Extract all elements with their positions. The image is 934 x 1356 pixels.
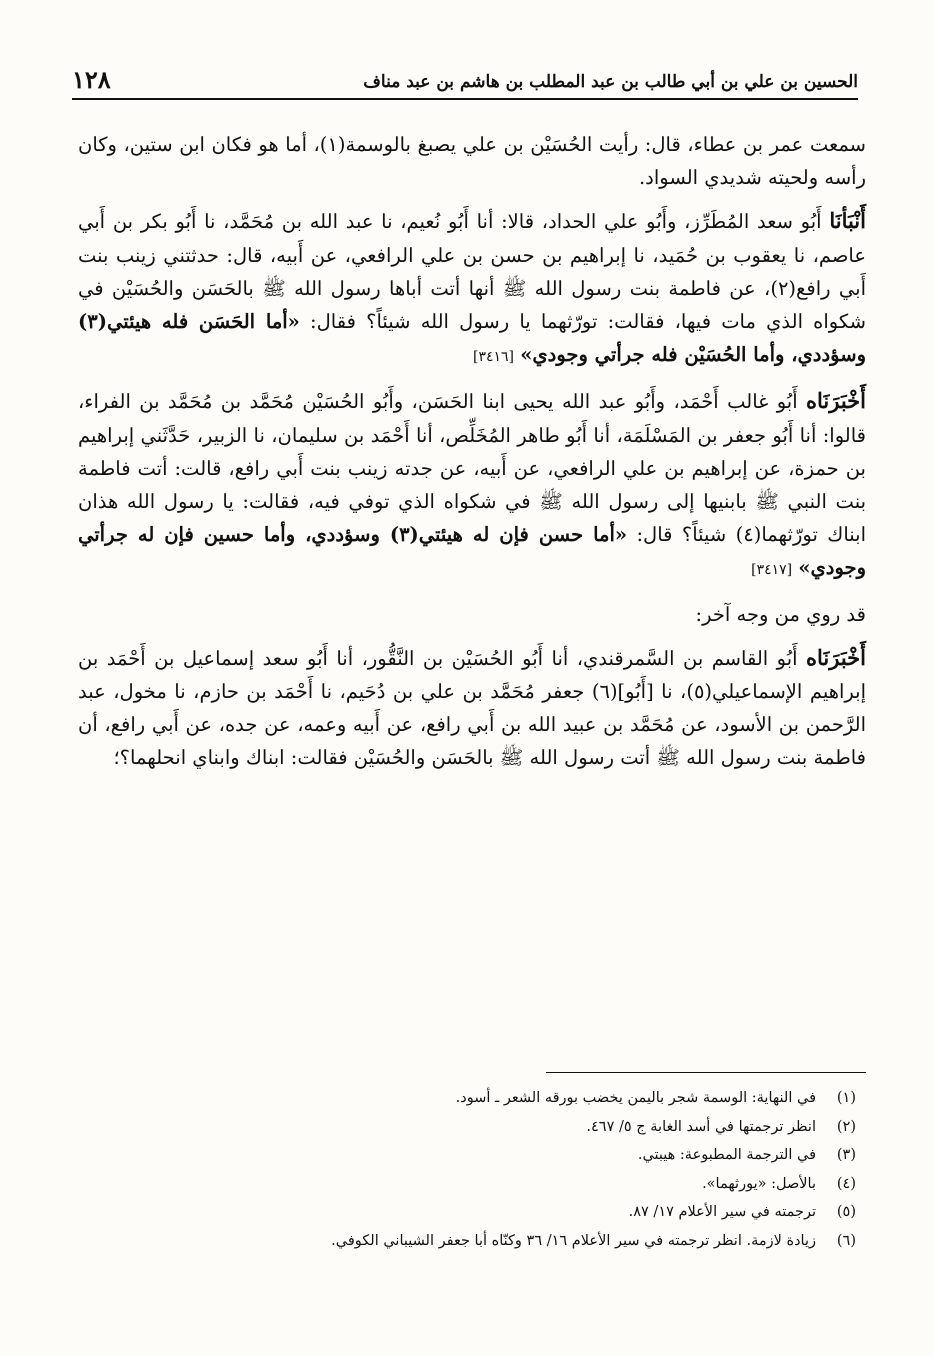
footnote — [78, 1170, 856, 1199]
paragraph-2 — [78, 204, 866, 374]
isnad-text: أَبُو القاسم بن السَّمرقندي، أنا أَبُو الحُسَيْن بن النَّقُّور، أنا أَبُو سعد إسماعيل بن أَحْمَد بن إبراهيم الإسماعيلي(٥)، نا [أَبُو](٦) جعفر مُحَمَّد بن علي بن دُحَيم، نا أَحْمَد بن حازم، نا مخول، عبد الرَّحمن بن الأسود، عن مُحَمَّد بن عبيد الله بن أَبي رافع، عن أَبيه وعمه، عن جده، عن أَبي رافع، أن فاطمة بنت رسول الله ﷺ أتت رسول الله ﷺ بالحَسَن والحُسَيْن فقالت: ابناك وابناي انحلهما؟؛ — [78, 646, 867, 770]
hadith-text: «أما الحَسَن فله هيئتي(٣) وسؤددي، وأما الحُسَيْن فله جرأتي وجودي» — [78, 310, 866, 367]
footnote-number: (٤) — [836, 1175, 856, 1192]
running-title: الحسين بن علي بن أبي طالب بن عبد المطلب بن هاشم بن عبد مناف — [363, 72, 858, 92]
isnad-text: أَبُو سعد المُطَرِّز، وأَبُو علي الحداد، قالا: أنا أَبُو نُعيم، نا عبد الله بن مُحَمَّد، نا أَبُو بكر بن أَبي عاصم، نا يعقوب بن حُمَيد، نا إبراهيم بن حسن بن علي الرافعي، عن أَبيه، قال: حدثتني زينب بنت أَبي رافع(٢)، عن فاطمة بنت رسول الله ﷺ أنها أتت أباها رسول الله ﷺ بالحَسَن والحُسَيْن في شكواه الذي مات فيها، فقالت: تورّثهما يا رسول الله شيئاً؟ فقال: — [78, 210, 866, 334]
footnotes — [78, 1084, 856, 1256]
footnote-number: (١) — [836, 1090, 856, 1106]
footnote-text: في النهاية: الوسمة شجر باليمن يخضب بورقه الشعر ـ أسود. — [455, 1090, 816, 1106]
hadith-reference: [٣٤١٦] — [472, 349, 514, 366]
isnad-lead-word: أَنْبَأنَا — [829, 208, 866, 234]
footnote-text: انظر ترجمتها في أسد الغابة ج ٥/ ٤٦٧. — [586, 1118, 816, 1135]
footnote-text: بالأصل: «يورثهما». — [702, 1175, 816, 1192]
footnote — [78, 1198, 856, 1227]
footnote — [78, 1084, 856, 1113]
footnote — [78, 1227, 856, 1256]
isnad-text: أَبُو غالب أَحْمَد، وأَبُو عبد الله يحيى ابنا الحَسَن، وأَبُو الحُسَيْن مُحَمَّد بن مُحَمَّد بن الفراء، قالوا: أنا أَبُو جعفر بن المَسْلَمَة، أنا أَبُو طاهر المُخَلِّص، أنا أَحْمَد بن سليمان، نا الزبير، حَدَّثَني إبراهيم بن حمزة، عن إبراهيم بن علي الرافعي، عن أَبيه، عن جدته زينب بنت أَبي رافع، قالت: أتت فاطمة بنت النبي ﷺ بابنيها إلى رسول الله ﷺ في شكواه الذي توفي فيه، فقالت: يا رسول الله هذان ابناك تورّثهما(٤) شيئاً؟ قال: — [78, 390, 866, 547]
isnad-lead-word: أَخْبَرَنَاه — [806, 388, 866, 414]
isnad-lead-word: أَخْبَرَنَاه — [806, 644, 866, 670]
footnote-divider — [546, 1072, 866, 1073]
footnote-text: زيادة لازمة. انظر ترجمته في سير الأعلام ١٦/ ٣٦ وكنّاه أبا جعفر الشيباني الكوفي. — [331, 1232, 816, 1249]
paragraph-5 — [78, 641, 866, 775]
page-header — [72, 62, 858, 100]
paragraph-3 — [78, 384, 866, 587]
footnote — [78, 1113, 856, 1142]
hadith-text: «أما حسن فإن له هيئتي(٣) وسؤددي، وأما حسين فإن له جرأتي وجودي» — [78, 523, 866, 580]
footnote-text: في الترجمة المطبوعة: هيبتي. — [637, 1147, 816, 1164]
footnote-text: ترجمته في سير الأعلام ١٧/ ٨٧. — [628, 1204, 816, 1221]
footnote-number: (٣) — [836, 1147, 856, 1164]
footnote-number: (٥) — [836, 1204, 856, 1221]
main-text — [78, 128, 866, 785]
paragraph-4: قد روي من وجه آخر: — [695, 602, 866, 626]
footnote-number: (٦) — [836, 1232, 856, 1249]
paragraph-1: سمعت عمر بن عطاء، قال: رأيت الحُسَيْن بن علي يصبغ بالوسمة(١)، أما هو فكان ابن ستين، وكان رأسه ولحيته شديدي السواد. — [78, 133, 866, 190]
footnote — [78, 1141, 856, 1170]
footnote-number: (٢) — [836, 1118, 856, 1135]
page-number: ١٢٨ — [72, 65, 111, 94]
hadith-reference: [٣٤١٧] — [751, 562, 793, 579]
